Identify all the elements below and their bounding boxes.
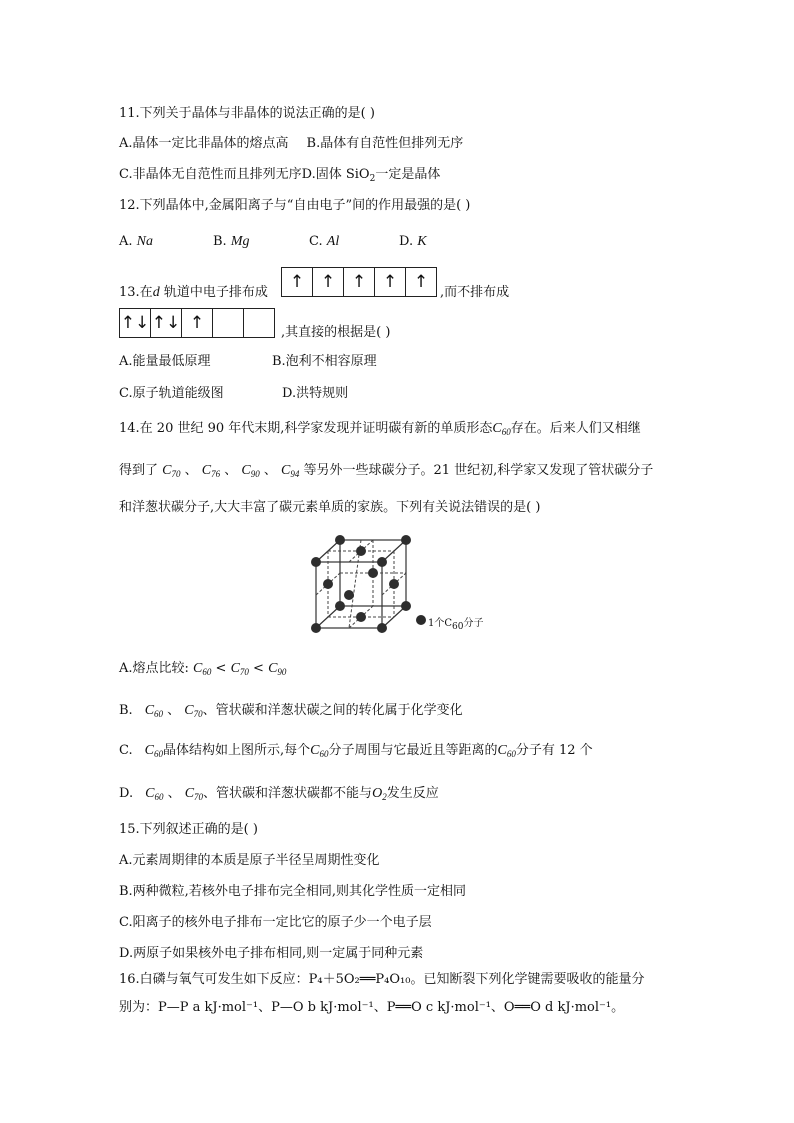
q14-option-b: B. $C_{60}$ 、 $C_{70}$、管状碳和洋葱状碳之间的转化属于化学变化 — [119, 703, 463, 719]
q12-option-b: B. Mg — [213, 234, 250, 249]
orbital-box: ↑↓ — [151, 309, 182, 337]
q14-stem-line1: 14.在 20 世纪 90 年代末期,科学家发现并证明碳有新的单质形态$C_{60}$存在。后来人们又相继 — [119, 421, 641, 437]
q11-option-d: D.固体 SiO$_2$一定是晶体 — [301, 167, 441, 184]
q15-option-d: D.两原子如果核外电子排布相同,则一定属于同种元素 — [119, 946, 424, 961]
q15-option-b: B.两种微粒,若核外电子排布完全相同,则其化学性质一定相同 — [119, 884, 466, 899]
orbital-box: ↑ — [344, 268, 375, 296]
q13-option-row1 — [119, 353, 377, 371]
q11-option-a: A.晶体一定比非晶体的熔点高 — [119, 136, 289, 151]
q11-option-row1 — [119, 135, 463, 153]
q12-option-a: A. Na — [119, 234, 154, 249]
q11-option-c: C.非晶体无自范性而且排列无序 — [119, 167, 302, 182]
q12-options — [119, 233, 427, 251]
orbital-box — [213, 309, 244, 337]
orbital-box: ↑ — [375, 268, 406, 296]
q14-stem-line3: 和洋葱状碳分子,大大丰富了碳元素单质的家族。下列有关说法错误的是( ) — [119, 500, 541, 515]
q12-option-c: C. Al — [309, 234, 340, 249]
orbital-diagram-paired — [119, 308, 275, 338]
q11-option-b: B.晶体有自范性但排列无序 — [306, 136, 464, 151]
q15-option-c: C.阳离子的核外电子排布一定比它的原子少一个电子层 — [119, 915, 432, 930]
q16-stem-line2: 别为：P—P a kJ·mol⁻¹、P—O b kJ·mol⁻¹、P══O c kJ·mol⁻¹、O══O d kJ·mol⁻¹。 — [119, 1000, 625, 1015]
q14-option-c: C. $C_{60}$晶体结构如上图所示,每个$C_{60}$分子周围与它最近且等距离的$C_{60}$分子有 12 个 — [119, 743, 593, 759]
orbital-box — [244, 309, 274, 337]
orbital-box: ↑ — [313, 268, 344, 296]
orbital-box: ↑↓ — [120, 309, 151, 337]
q13-stem-line1: 13.在d 轨道中电子排布成 — [119, 285, 268, 300]
q13-stem-line1-tail: ,而不排布成 — [440, 285, 510, 300]
legend-molecule-dot — [416, 615, 426, 625]
q15-option-a: A.元素周期律的本质是原子半径呈周期性变化 — [119, 853, 380, 868]
q15-stem: 15.下列叙述正确的是( ) — [119, 822, 258, 837]
orbital-box: ↑ — [282, 268, 313, 296]
orbital-box: ↑ — [182, 309, 213, 337]
figure-caption: 1个$C_{60}$分子 — [428, 618, 484, 632]
q13-option-row2 — [119, 385, 348, 403]
q11-option-row2 — [119, 166, 440, 184]
q11-stem: 11.下列关于晶体与非晶体的说法正确的是( ) — [119, 106, 375, 121]
q14-option-d: D. $C_{60}$ 、 $C_{70}$、管状碳和洋葱状碳都不能与$O_2$发生反应 — [119, 786, 439, 802]
q13-option-a: A.能量最低原理 — [119, 354, 211, 369]
q13-option-c: C.原子轨道能级图 — [119, 386, 224, 401]
q13-option-d: D.洪特规则 — [282, 386, 349, 401]
q12-stem: 12.下列晶体中,金属阳离子与“自由电子”间的作用最强的是( ) — [119, 198, 471, 213]
q12-option-d: D. K — [399, 234, 427, 249]
orbital-diagram-hund — [281, 267, 437, 297]
q14-option-a: A.熔点比较: $C_{60} < C_{70} < C_{90}$ — [119, 661, 287, 677]
orbital-box: ↑ — [413, 272, 429, 292]
c60-crystal-structure-diagram — [300, 530, 420, 640]
q14-stem-line2: 得到了 $C_{70}$ 、 $C_{76}$ 、 $C_{90}$ 、 $C_{94}$ 等另外一些球碳分子。21 世纪初,科学家又发现了管状碳分子 — [119, 463, 654, 479]
q13-option-b: B.泡利不相容原理 — [272, 354, 377, 369]
q16-stem-line1: 16.白磷与氧气可发生如下反应：P₄＋5O₂══P₄O₁₀。已知断裂下列化学键需要吸收的能量分 — [119, 972, 645, 987]
q13-stem-line2: ,其直接的根据是( ) — [281, 325, 391, 340]
